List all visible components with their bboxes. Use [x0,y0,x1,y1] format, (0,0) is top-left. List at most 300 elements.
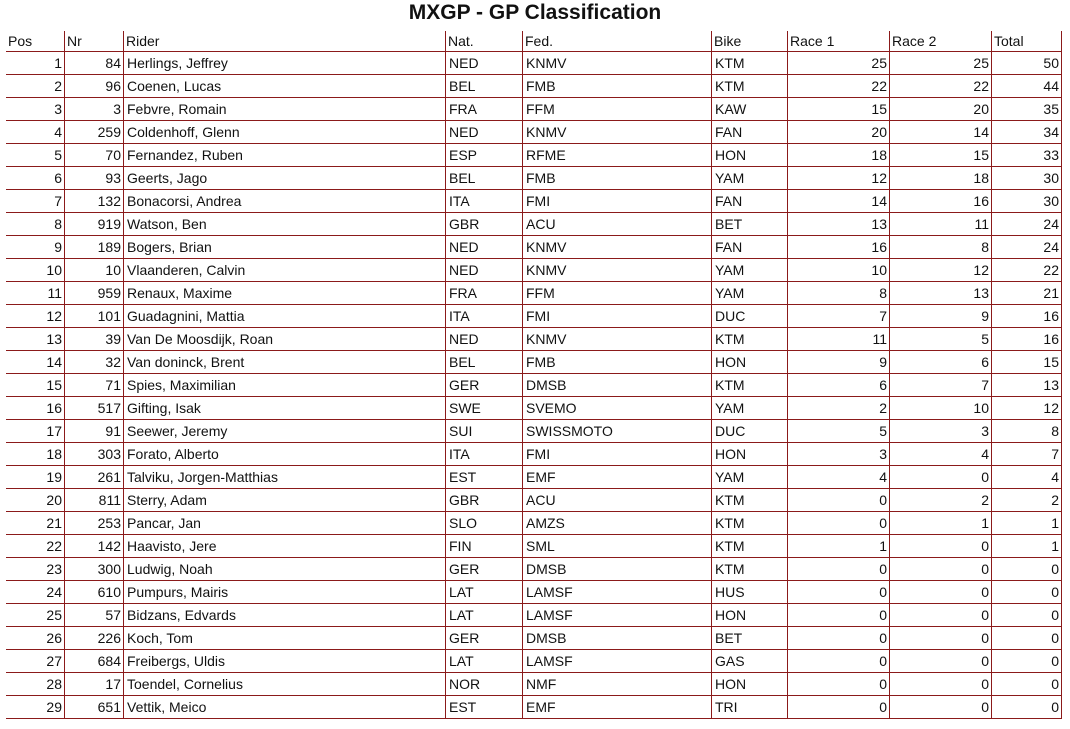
cell-fed: KNMV [523,52,712,75]
cell-nr: 261 [65,466,124,489]
cell-rider: Haavisto, Jere [124,535,446,558]
cell-fed: FFM [523,282,712,305]
cell-bike: KTM [712,52,788,75]
cell-total: 30 [992,190,1062,213]
cell-total: 30 [992,167,1062,190]
cell-fed: FMB [523,167,712,190]
cell-nr: 39 [65,328,124,351]
table-row [6,259,1062,282]
cell-bike: KTM [712,328,788,351]
cell-pos: 15 [6,374,65,397]
cell-fed: LAMSF [523,581,712,604]
cell-race2: 1 [890,512,992,535]
cell-total: 33 [992,144,1062,167]
cell-nr: 959 [65,282,124,305]
cell-race2: 7 [890,374,992,397]
cell-rider: Renaux, Maxime [124,282,446,305]
table-row [6,696,1062,719]
cell-fed: ACU [523,489,712,512]
results-body [6,52,1062,719]
cell-pos: 26 [6,627,65,650]
cell-bike: YAM [712,167,788,190]
cell-nat: EST [446,696,523,719]
cell-rider: Spies, Maximilian [124,374,446,397]
cell-pos: 17 [6,420,65,443]
cell-rider: Coldenhoff, Glenn [124,121,446,144]
cell-race1: 0 [788,489,890,512]
cell-rider: Koch, Tom [124,627,446,650]
table-row [6,650,1062,673]
cell-race2: 3 [890,420,992,443]
cell-bike: GAS [712,650,788,673]
table-row [6,627,1062,650]
cell-rider: Toendel, Cornelius [124,673,446,696]
header-race1: Race 1 [788,31,890,52]
cell-race1: 0 [788,581,890,604]
cell-fed: FMB [523,75,712,98]
cell-race1: 0 [788,558,890,581]
cell-total: 16 [992,305,1062,328]
cell-pos: 24 [6,581,65,604]
cell-pos: 25 [6,604,65,627]
cell-bike: HON [712,443,788,466]
cell-pos: 12 [6,305,65,328]
cell-nat: NED [446,121,523,144]
cell-pos: 7 [6,190,65,213]
cell-nr: 651 [65,696,124,719]
cell-total: 0 [992,604,1062,627]
cell-pos: 21 [6,512,65,535]
cell-pos: 16 [6,397,65,420]
cell-nr: 32 [65,351,124,374]
cell-nat: NED [446,52,523,75]
cell-nat: LAT [446,604,523,627]
cell-bike: YAM [712,466,788,489]
cell-race2: 0 [890,673,992,696]
cell-pos: 14 [6,351,65,374]
cell-race2: 18 [890,167,992,190]
cell-pos: 3 [6,98,65,121]
cell-pos: 10 [6,259,65,282]
cell-race1: 0 [788,627,890,650]
cell-nr: 132 [65,190,124,213]
cell-nat: FRA [446,98,523,121]
cell-rider: Van doninck, Brent [124,351,446,374]
cell-total: 1 [992,512,1062,535]
cell-pos: 6 [6,167,65,190]
cell-race2: 0 [890,535,992,558]
cell-total: 0 [992,650,1062,673]
table-row [6,604,1062,627]
cell-nat: ITA [446,305,523,328]
cell-pos: 29 [6,696,65,719]
cell-total: 15 [992,351,1062,374]
cell-bike: KTM [712,374,788,397]
cell-race2: 9 [890,305,992,328]
cell-bike: TRI [712,696,788,719]
cell-race2: 2 [890,489,992,512]
table-row [6,420,1062,443]
cell-nat: NED [446,328,523,351]
cell-race2: 25 [890,52,992,75]
cell-bike: FAN [712,236,788,259]
cell-nr: 300 [65,558,124,581]
table-row [6,121,1062,144]
table-row [6,443,1062,466]
cell-bike: KTM [712,512,788,535]
cell-fed: KNMV [523,121,712,144]
cell-nat: BEL [446,167,523,190]
cell-rider: Herlings, Jeffrey [124,52,446,75]
cell-bike: YAM [712,282,788,305]
cell-race1: 13 [788,213,890,236]
table-row [6,52,1062,75]
page-title: MXGP - GP Classification [408,1,662,24]
header-bike: Bike [712,31,788,52]
cell-rider: Bogers, Brian [124,236,446,259]
cell-race1: 6 [788,374,890,397]
cell-nat: ITA [446,190,523,213]
cell-race2: 0 [890,627,992,650]
cell-total: 7 [992,443,1062,466]
cell-total: 8 [992,420,1062,443]
cell-race1: 0 [788,604,890,627]
cell-total: 24 [992,213,1062,236]
cell-total: 13 [992,374,1062,397]
cell-race1: 2 [788,397,890,420]
cell-pos: 4 [6,121,65,144]
cell-total: 1 [992,535,1062,558]
cell-nr: 919 [65,213,124,236]
table-row [6,558,1062,581]
cell-race2: 22 [890,75,992,98]
cell-rider: Gifting, Isak [124,397,446,420]
cell-bike: KAW [712,98,788,121]
cell-nr: 610 [65,581,124,604]
cell-total: 44 [992,75,1062,98]
cell-race1: 20 [788,121,890,144]
header-race2: Race 2 [890,31,992,52]
cell-race2: 0 [890,466,992,489]
cell-total: 0 [992,627,1062,650]
cell-nr: 84 [65,52,124,75]
header-nat: Nat. [446,31,523,52]
cell-rider: Vlaanderen, Calvin [124,259,446,282]
cell-nat: GER [446,374,523,397]
cell-fed: LAMSF [523,650,712,673]
cell-race2: 5 [890,328,992,351]
cell-pos: 28 [6,673,65,696]
cell-race2: 10 [890,397,992,420]
cell-race2: 8 [890,236,992,259]
cell-bike: FAN [712,121,788,144]
cell-nr: 811 [65,489,124,512]
cell-total: 50 [992,52,1062,75]
cell-fed: SML [523,535,712,558]
cell-rider: Guadagnini, Mattia [124,305,446,328]
cell-fed: FMB [523,351,712,374]
cell-rider: Vettik, Meico [124,696,446,719]
cell-race1: 22 [788,75,890,98]
table-row [6,512,1062,535]
cell-nr: 684 [65,650,124,673]
cell-pos: 1 [6,52,65,75]
table-row [6,190,1062,213]
header-fed: Fed. [523,31,712,52]
cell-rider: Ludwig, Noah [124,558,446,581]
cell-pos: 13 [6,328,65,351]
cell-fed: DMSB [523,558,712,581]
cell-race2: 11 [890,213,992,236]
cell-nat: LAT [446,581,523,604]
cell-bike: HON [712,673,788,696]
cell-bike: KTM [712,75,788,98]
cell-pos: 22 [6,535,65,558]
cell-bike: FAN [712,190,788,213]
cell-race2: 6 [890,351,992,374]
cell-race1: 0 [788,512,890,535]
cell-pos: 8 [6,213,65,236]
table-row [6,535,1062,558]
cell-pos: 11 [6,282,65,305]
table-row [6,489,1062,512]
cell-race1: 16 [788,236,890,259]
cell-total: 0 [992,673,1062,696]
cell-rider: Pancar, Jan [124,512,446,535]
cell-fed: RFME [523,144,712,167]
cell-total: 34 [992,121,1062,144]
cell-nr: 226 [65,627,124,650]
cell-fed: KNMV [523,328,712,351]
cell-nat: NOR [446,673,523,696]
cell-pos: 5 [6,144,65,167]
cell-nr: 517 [65,397,124,420]
cell-nr: 96 [65,75,124,98]
header-pos: Pos [6,31,65,52]
cell-nr: 17 [65,673,124,696]
cell-nat: FRA [446,282,523,305]
cell-bike: YAM [712,259,788,282]
cell-race1: 15 [788,98,890,121]
cell-total: 16 [992,328,1062,351]
cell-race2: 0 [890,650,992,673]
cell-rider: Seewer, Jeremy [124,420,446,443]
cell-fed: NMF [523,673,712,696]
table-row [6,75,1062,98]
cell-nat: ITA [446,443,523,466]
header-total: Total [992,31,1062,52]
cell-race2: 14 [890,121,992,144]
cell-nat: SUI [446,420,523,443]
cell-fed: AMZS [523,512,712,535]
cell-rider: Forato, Alberto [124,443,446,466]
cell-rider: Freibergs, Uldis [124,650,446,673]
table-row [6,581,1062,604]
header-nr: Nr [65,31,124,52]
cell-race2: 0 [890,696,992,719]
cell-fed: DMSB [523,374,712,397]
cell-race1: 25 [788,52,890,75]
cell-race1: 1 [788,535,890,558]
cell-pos: 20 [6,489,65,512]
cell-race1: 3 [788,443,890,466]
table-row [6,673,1062,696]
cell-rider: Bonacorsi, Andrea [124,190,446,213]
cell-nr: 253 [65,512,124,535]
cell-pos: 18 [6,443,65,466]
cell-pos: 9 [6,236,65,259]
cell-bike: HON [712,144,788,167]
cell-bike: DUC [712,305,788,328]
cell-race1: 7 [788,305,890,328]
cell-race1: 14 [788,190,890,213]
cell-bike: KTM [712,489,788,512]
table-row [6,167,1062,190]
cell-nat: SWE [446,397,523,420]
cell-nat: BEL [446,351,523,374]
classification-table [6,31,1062,719]
cell-fed: FFM [523,98,712,121]
cell-fed: EMF [523,696,712,719]
cell-race1: 8 [788,282,890,305]
cell-nr: 189 [65,236,124,259]
cell-nr: 57 [65,604,124,627]
cell-nat: GBR [446,213,523,236]
cell-nat: SLO [446,512,523,535]
cell-total: 2 [992,489,1062,512]
cell-race2: 12 [890,259,992,282]
table-row [6,466,1062,489]
cell-race1: 4 [788,466,890,489]
table-row [6,305,1062,328]
cell-nat: FIN [446,535,523,558]
cell-nr: 71 [65,374,124,397]
cell-race1: 12 [788,167,890,190]
cell-total: 0 [992,581,1062,604]
cell-nr: 3 [65,98,124,121]
cell-bike: YAM [712,397,788,420]
cell-bike: BET [712,213,788,236]
cell-bike: HON [712,604,788,627]
cell-fed: LAMSF [523,604,712,627]
cell-total: 22 [992,259,1062,282]
cell-nr: 259 [65,121,124,144]
cell-rider: Pumpurs, Mairis [124,581,446,604]
cell-race2: 13 [890,282,992,305]
cell-total: 0 [992,696,1062,719]
cell-nat: NED [446,259,523,282]
cell-bike: KTM [712,535,788,558]
cell-race1: 0 [788,696,890,719]
cell-nr: 91 [65,420,124,443]
cell-nat: GBR [446,489,523,512]
cell-race2: 16 [890,190,992,213]
cell-nr: 303 [65,443,124,466]
cell-rider: Talviku, Jorgen-Matthias [124,466,446,489]
cell-race1: 10 [788,259,890,282]
cell-nat: GER [446,558,523,581]
cell-rider: Bidzans, Edvards [124,604,446,627]
cell-race2: 0 [890,558,992,581]
cell-pos: 19 [6,466,65,489]
table-row [6,282,1062,305]
cell-fed: FMI [523,443,712,466]
cell-bike: DUC [712,420,788,443]
cell-nat: NED [446,236,523,259]
cell-fed: DMSB [523,627,712,650]
cell-race1: 0 [788,673,890,696]
cell-fed: FMI [523,305,712,328]
cell-fed: ACU [523,213,712,236]
table-row [6,374,1062,397]
table-row [6,98,1062,121]
cell-nat: BEL [446,75,523,98]
cell-pos: 27 [6,650,65,673]
cell-nat: ESP [446,144,523,167]
cell-rider: Fernandez, Ruben [124,144,446,167]
table-row [6,328,1062,351]
cell-total: 12 [992,397,1062,420]
cell-race1: 18 [788,144,890,167]
table-row [6,213,1062,236]
cell-total: 35 [992,98,1062,121]
cell-total: 0 [992,558,1062,581]
table-row [6,144,1062,167]
cell-bike: KTM [712,558,788,581]
cell-total: 4 [992,466,1062,489]
cell-nr: 93 [65,167,124,190]
cell-race2: 15 [890,144,992,167]
cell-race1: 0 [788,650,890,673]
cell-bike: HUS [712,581,788,604]
cell-race2: 0 [890,604,992,627]
cell-fed: FMI [523,190,712,213]
cell-rider: Coenen, Lucas [124,75,446,98]
cell-race1: 11 [788,328,890,351]
cell-rider: Geerts, Jago [124,167,446,190]
cell-nr: 101 [65,305,124,328]
header-row [6,31,1062,52]
cell-rider: Sterry, Adam [124,489,446,512]
cell-race1: 9 [788,351,890,374]
table-row [6,397,1062,420]
cell-fed: EMF [523,466,712,489]
header-rider: Rider [124,31,446,52]
cell-nr: 10 [65,259,124,282]
cell-total: 24 [992,236,1062,259]
cell-nat: GER [446,627,523,650]
cell-fed: KNMV [523,259,712,282]
cell-fed: SVEMO [523,397,712,420]
cell-rider: Febvre, Romain [124,98,446,121]
cell-race2: 4 [890,443,992,466]
cell-bike: HON [712,351,788,374]
cell-race1: 5 [788,420,890,443]
cell-nat: LAT [446,650,523,673]
cell-pos: 2 [6,75,65,98]
table-row [6,236,1062,259]
cell-pos: 23 [6,558,65,581]
cell-rider: Van De Moosdijk, Roan [124,328,446,351]
table-row [6,351,1062,374]
cell-race2: 0 [890,581,992,604]
cell-nr: 70 [65,144,124,167]
cell-bike: BET [712,627,788,650]
cell-rider: Watson, Ben [124,213,446,236]
cell-fed: SWISSMOTO [523,420,712,443]
cell-fed: KNMV [523,236,712,259]
cell-nat: EST [446,466,523,489]
